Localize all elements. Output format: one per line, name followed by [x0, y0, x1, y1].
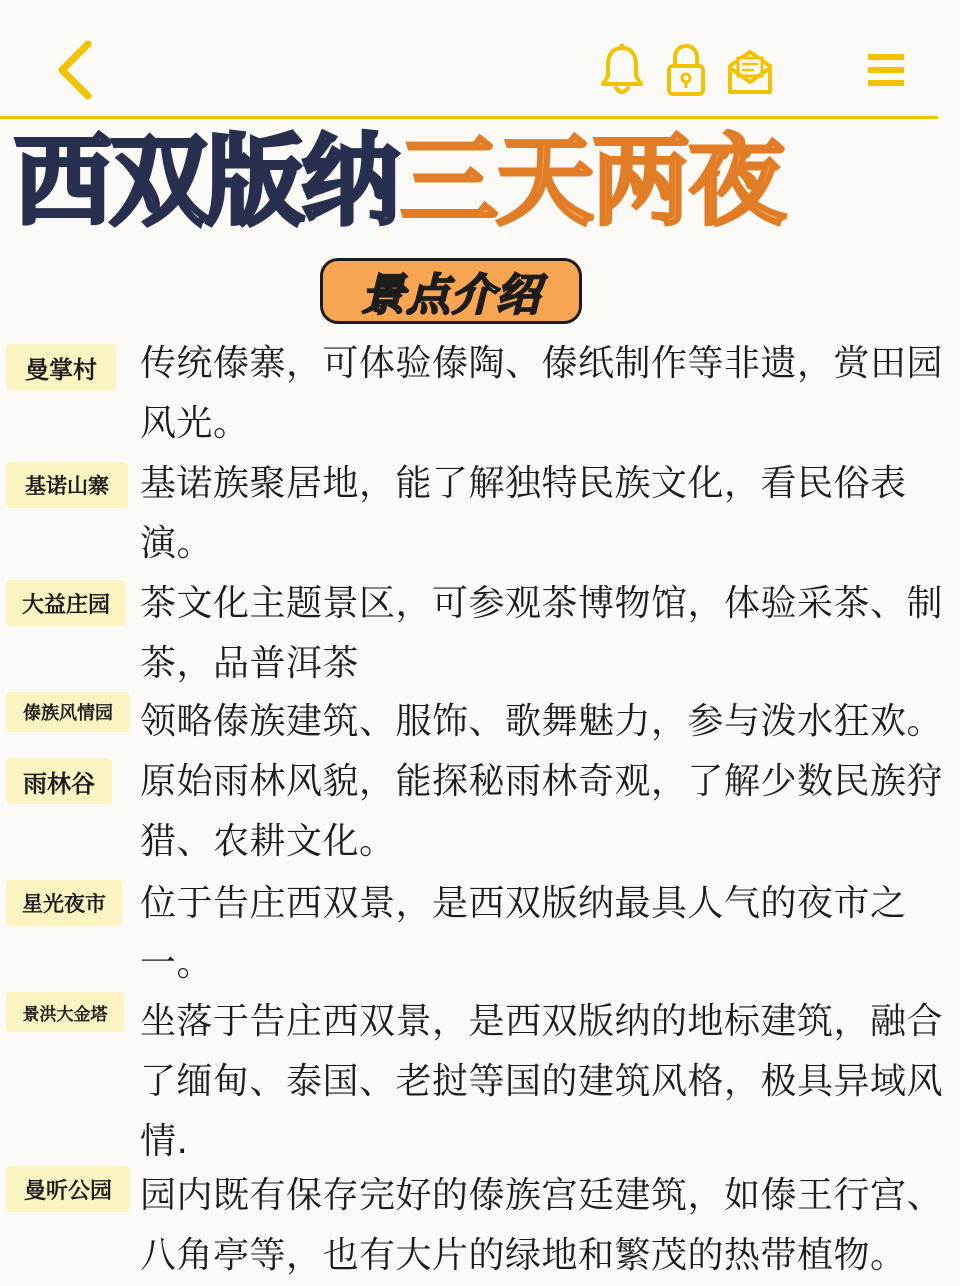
spot-name-tag: 星光夜市	[6, 880, 122, 926]
spot-name-tag: 景洪大金塔	[6, 992, 124, 1032]
subtitle-text: 景点介绍	[361, 270, 541, 321]
header-divider	[0, 116, 938, 119]
mail-button[interactable]	[726, 42, 774, 98]
spot-name-tag: 大益庄园	[6, 580, 126, 626]
mail-icon	[726, 42, 774, 98]
spot-name-tag: 基诺山寨	[6, 462, 128, 508]
spot-description: 基诺族聚居地，能了解独特民族文化，看民俗表演。	[140, 463, 907, 564]
spot-description: 领略傣族建筑、服饰、歌舞魅力，参与泼水狂欢。	[140, 701, 944, 742]
spot-name-tag: 傣族风情园	[6, 692, 130, 732]
bell-icon	[598, 42, 646, 98]
menu-button[interactable]	[862, 46, 910, 94]
spot-description: 园内既有保存完好的傣族宫廷建筑，如傣王行宫、八角亭等，也有大片的绿地和繁茂的热带植物。	[140, 1175, 944, 1276]
spot-name-tag: 雨林谷	[6, 758, 112, 804]
spot-description: 位于告庄西双景，是西双版纳最具人气的夜市之一。	[140, 883, 907, 984]
lock-icon	[662, 42, 710, 98]
page-title	[14, 125, 785, 239]
lock-button[interactable]	[662, 42, 710, 98]
spot-description: 传统傣寨，可体验傣陶、傣纸制作等非遗，赏田园风光。	[140, 343, 944, 444]
menu-icon	[862, 46, 910, 94]
spot-name-tag: 曼掌村	[6, 344, 116, 390]
title-destination: 西双版纳	[14, 125, 399, 239]
spot-description: 坐落于告庄西双景，是西双版纳的地标建筑，融合了缅甸、泰国、老挝等国的建筑风格，极具异域风情.	[140, 1001, 944, 1162]
spot-name-tag: 曼听公园	[6, 1166, 130, 1212]
title-duration: 三天两夜	[400, 125, 785, 239]
spot-description: 原始雨林风貌，能探秘雨林奇观，了解少数民族狩猎、农耕文化。	[140, 761, 944, 862]
spot-description: 茶文化主题景区，可参观茶博物馆，体验采茶、制茶，品普洱茶	[140, 583, 944, 684]
notification-button[interactable]	[598, 42, 646, 98]
top-bar	[0, 0, 960, 118]
subtitle-badge	[320, 258, 582, 324]
back-button[interactable]	[52, 38, 100, 102]
chevron-left-icon	[52, 38, 100, 102]
